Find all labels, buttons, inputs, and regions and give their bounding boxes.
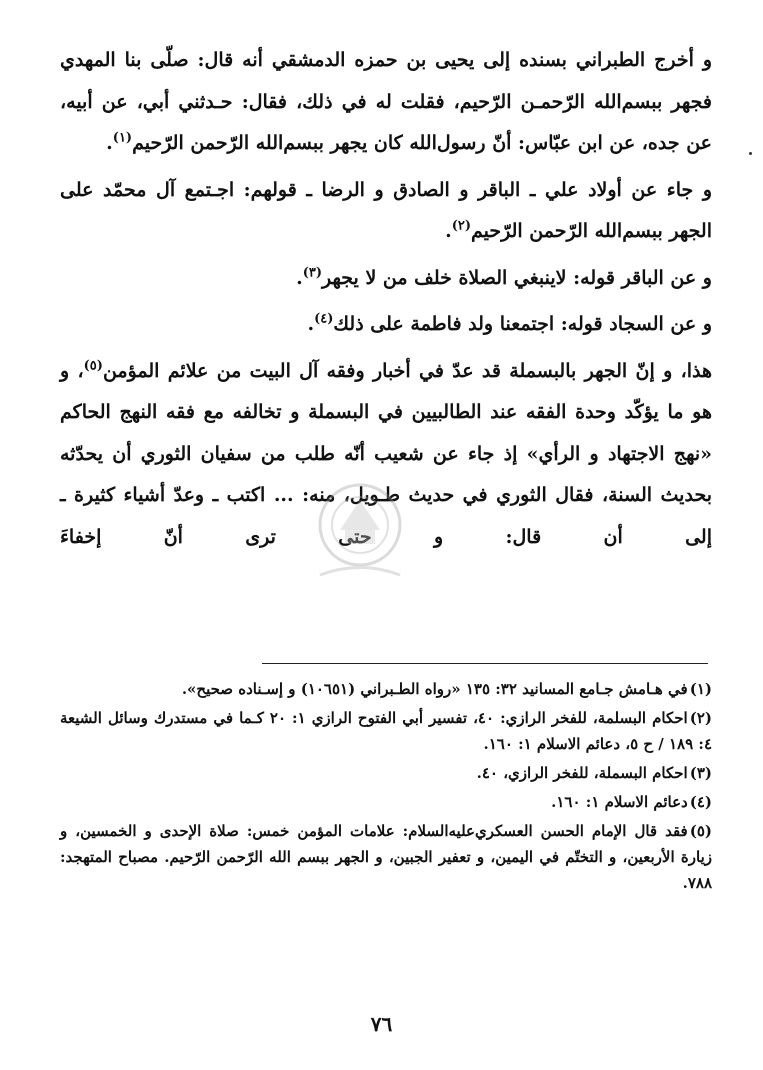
footnote-3-number: (٣) [689, 764, 712, 782]
paragraph-1 [60, 40, 712, 165]
footnote-ref-3[interactable]: (٣) [302, 265, 323, 281]
stray-dot [749, 152, 752, 155]
footnote-4-text: دعائم الاسلام ١: ١٦٠. [551, 793, 688, 811]
footnote-3-text: احكام البسملة، للفخر الرازي، ٤٠. [476, 764, 688, 782]
paragraph-2 [60, 170, 712, 253]
paragraph-2-text: و جاء عن أولاد علي ـ الباقر و الصادق و الرضا ـ قولهم: اجـتمع آل محمّد على الجهر ببسم‌الله الرّحمن الرّحيم [60, 178, 712, 242]
footnote-5 [60, 818, 712, 896]
footnote-ref-2[interactable]: (٢) [451, 218, 471, 234]
footnote-1-text: في هـامش جـامع المسانيد ٣٢: ١٣٥ «رواه الطـبراني (١٠٦٥١) و إسـناده صحيح». [181, 680, 688, 698]
paragraph-4-text: و عن السجاد قوله: اجتمعنا ولد فاطمة على ذلك [333, 313, 712, 335]
paragraph-3 [60, 258, 712, 300]
footnote-2-text: احكام البسلمة، للفخر الرازي: ٤٠، تفسير أبي الفتوح الرازي ١: ٢٠ كـما في مستدرك وسائل الشيعة ٤: ١٨٩ / ح ٥، دعائم الاسلام ١: ١٦٠. [60, 709, 712, 753]
paragraph-1-period: . [106, 132, 113, 154]
footnote-5-text: فقد قال الإمام الحسن العسكري‌عليه‌السلام: علامات المؤمن خمس: صلاة الإحدى و الخمسين، و زيارة الأربعين، و التختّم في اليمين، و تعفير الجبين، و الجهر ببسم الله الرّحمن الرّحيم. مصباح المتهجد: ٧٨٨. [60, 822, 712, 892]
footnote-4-number: (٤) [689, 793, 712, 811]
footnote-2 [60, 705, 712, 757]
footnote-1-number: (١) [689, 680, 712, 698]
library-seal-watermark [300, 470, 420, 590]
footnotes [60, 676, 712, 899]
paragraph-4-period: . [307, 313, 315, 335]
paragraph-2-period: . [445, 220, 452, 242]
footnote-2-number: (٢) [689, 709, 712, 727]
footnote-4 [60, 789, 712, 815]
paragraph-5-continuation: ، و هو ما يؤكّد وحدة الفقه عند الطالبيين في البسملة و تخالفه مع فقه النهج الحاكم «نهج الاجتهاد و الرأي» إذ جاء عن شعيب أنّه طلب من سفيان الثوري أن يحدّثه بحديث السنة، فقال الثوري في حديث طـويل، منه: ... اكتب ـ وعدّ أشياء كثيرة ـ إلى أن قال: و حتى ترى أنّ إخفاءَ [60, 359, 712, 548]
paragraph-1-text: و أخرج الطبراني بسنده إلى يحيى بن حمزه الدمشقي أنه قال: صلّى بنا المهدي فجهر ببسم‌الله الرّحمـن الرّحيم، فقلت له في ذلك، فقال: حـدثني أبي، عن أبيه، عن جده، عن ابن عبّاس: أنّ رسول‌الله كان يجهر ببسم‌الله الرّحمن الرّحيم [60, 49, 712, 154]
footnote-ref-4[interactable]: (٤) [314, 311, 334, 327]
footnote-3 [60, 760, 712, 786]
footnote-ref-1[interactable]: (١) [112, 130, 133, 146]
footnote-ref-5[interactable]: (٥) [83, 358, 103, 374]
paragraph-5-text: هذا، و إنّ الجهر بالبسملة قد عدّ في أخبار وفقه آل البيت من علائم المؤمن [102, 359, 712, 382]
footnote-1 [60, 676, 712, 702]
footnote-separator [262, 663, 708, 664]
footnote-5-number: (٥) [689, 822, 712, 840]
paragraph-3-text: و عن الباقر قوله: لاينبغي الصلاة خلف من لا يجهر [322, 266, 712, 289]
paragraph-4 [60, 304, 712, 346]
paragraph-3-period: . [296, 266, 303, 289]
page-number: ٧٦ [370, 1012, 393, 1036]
